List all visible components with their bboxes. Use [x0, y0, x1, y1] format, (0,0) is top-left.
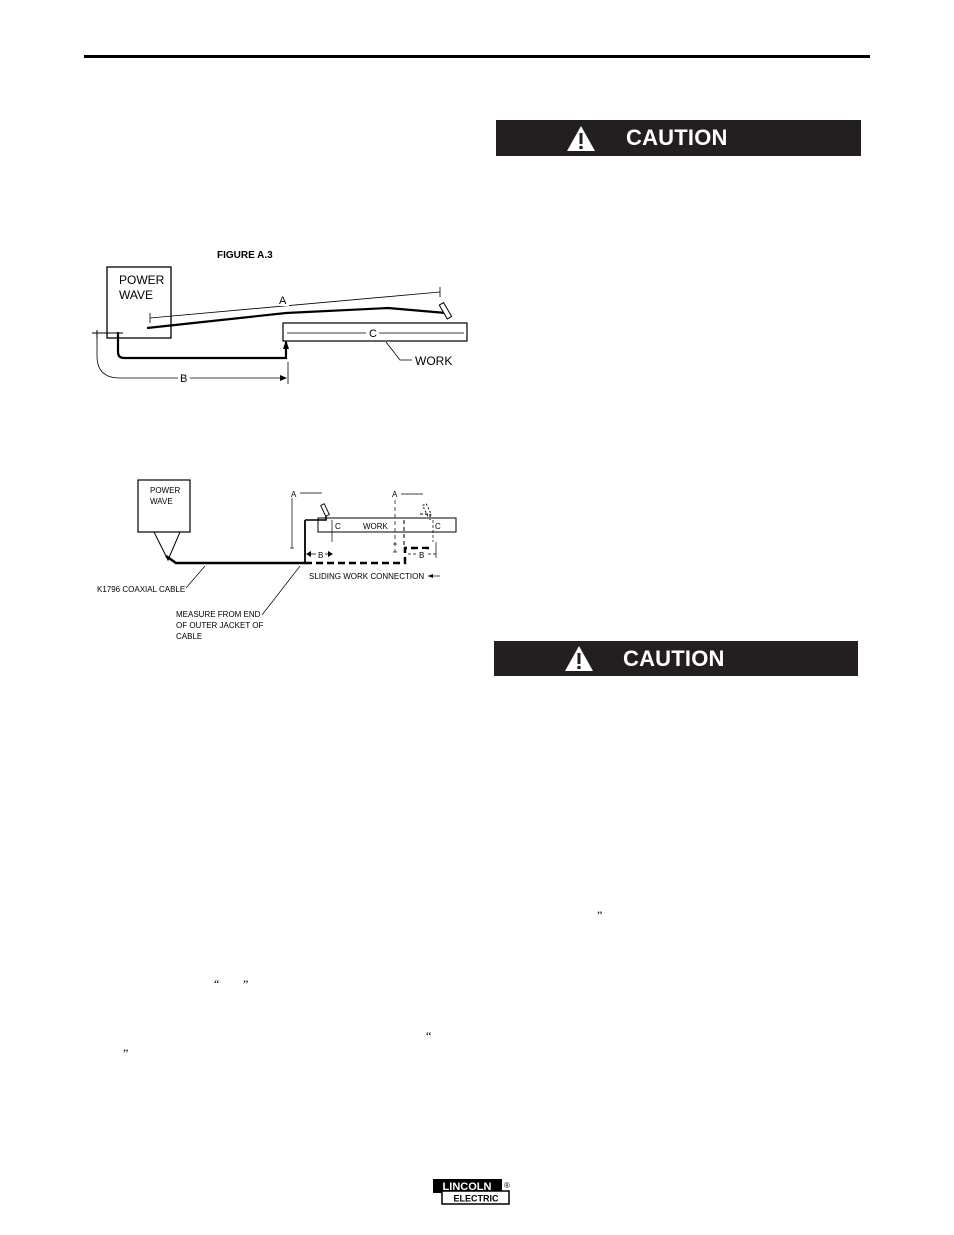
coaxial-cable: [166, 556, 305, 563]
quote-mark: “: [214, 977, 220, 991]
power-source-label: WAVE: [119, 288, 154, 302]
dimension-b-label: B: [318, 551, 324, 560]
dimension-b-label: B: [419, 551, 425, 560]
cable-label: K1796 COAXIAL CABLE: [97, 585, 186, 594]
measure-label: CABLE: [176, 632, 203, 641]
quote-mark: ”: [123, 1046, 129, 1060]
registered-mark: ®: [504, 1181, 510, 1190]
dimension-c-label: C: [335, 522, 341, 531]
sliding-connection-label: SLIDING WORK CONNECTION: [309, 572, 425, 581]
torch-cable: [147, 308, 446, 328]
figure-title: FIGURE A.3: [217, 250, 273, 261]
torch-icon: [321, 504, 330, 517]
work-label: WORK: [415, 354, 453, 368]
power-source-label: POWER: [119, 273, 165, 287]
dimension-b-label: B: [180, 373, 188, 385]
work-label: WORK: [363, 522, 388, 531]
quote-mark: “: [426, 1029, 432, 1043]
quote-mark: ”: [243, 977, 249, 991]
measure-label: OF OUTER JACKET OF: [176, 621, 264, 630]
dimension-a-label: A: [392, 490, 398, 499]
measure-label: MEASURE FROM END: [176, 610, 261, 619]
lincoln-electric-logo: [432, 1178, 512, 1211]
coaxial-cable-diagram: [0, 470, 954, 650]
work-cable: [118, 332, 286, 358]
logo-text: LINCOLN: [442, 1181, 492, 1193]
caution-label: CAUTION: [626, 125, 728, 150]
quote-mark: ”: [597, 908, 603, 922]
caution-label: CAUTION: [623, 646, 725, 671]
torch-icon: [439, 303, 451, 319]
figure-a3-diagram: [0, 0, 954, 400]
power-source-label: WAVE: [150, 497, 173, 506]
dimension-a-label: A: [291, 490, 297, 499]
dimension-c-label: C: [369, 328, 377, 340]
dimension-c-label: C: [435, 522, 441, 531]
power-source-label: POWER: [150, 486, 181, 495]
dimension-a-label: A: [279, 295, 287, 307]
logo-text: ELECTRIC: [453, 1193, 499, 1204]
